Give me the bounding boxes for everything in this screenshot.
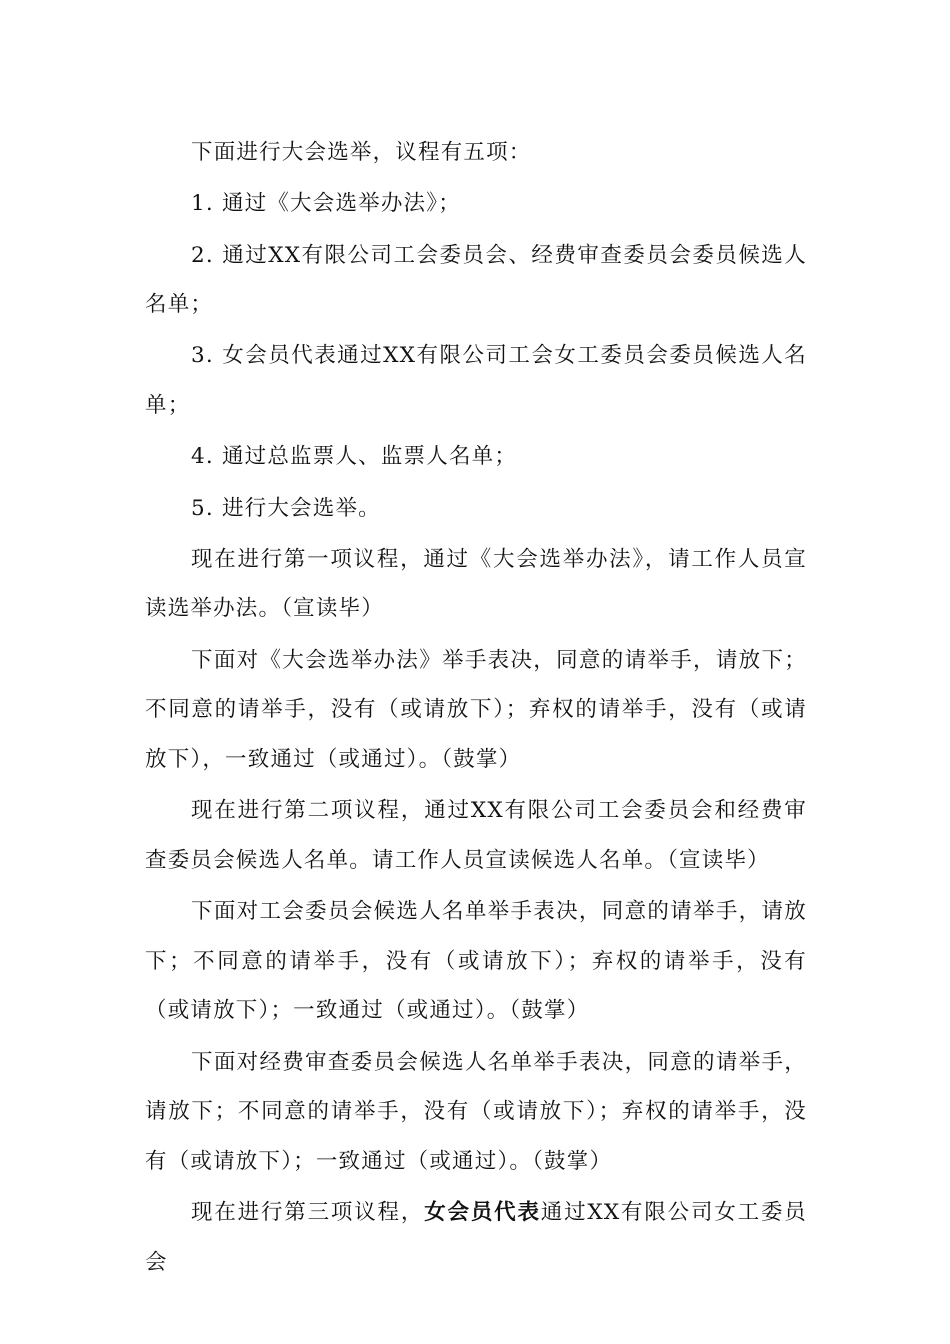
paragraph-vote-method: 下面对《大会选举办法》举手表决，同意的请举手，请放下；不同意的请举手，没有（或请放下）；弃权的请举手，没有（或请放下），一致通过（或通过）。（鼓掌） xyxy=(145,647,807,772)
paragraph-item-two: 现在进行第二项议程，通过XX有限公司工会委员会和经费审查委员会候选人名单。请工作人员宣读候选人名单。（宣读毕） xyxy=(145,798,807,873)
paragraph-item-three-prefix: 现在进行第三项议程， xyxy=(191,1200,425,1226)
paragraph-vote-audit-committee: 下面对经费审查委员会候选人名单举手表决，同意的请举手，请放下；不同意的请举手，没有（或请放下）；弃权的请举手，没有（或请放下）；一致通过（或通过）。（鼓掌） xyxy=(145,1049,807,1174)
paragraph-vote-union-committee: 下面对工会委员会候选人名单举手表决，同意的请举手，请放下；不同意的请举手，没有（或请放下）；弃权的请举手，没有（或请放下）；一致通过（或通过）。（鼓掌） xyxy=(145,899,807,1024)
paragraph-intro: 下面进行大会选举，议程有五项： xyxy=(191,140,532,165)
agenda-item-1: 1. 通过《大会选举办法》； xyxy=(191,191,461,217)
document-page xyxy=(145,128,807,1289)
paragraph-item-three-bold: 女会员代表 xyxy=(424,1200,541,1226)
paragraph-item-three-suffix: 通过XX有限公司女工委员会 xyxy=(145,1200,807,1275)
paragraph-item-three xyxy=(145,1188,807,1287)
agenda-item-2: 2. 通过XX有限公司工会委员会、经费审查委员会委员候选人名单； xyxy=(145,242,807,318)
agenda-item-5: 5. 进行大会选举。 xyxy=(191,495,381,521)
agenda-item-3: 3. 女会员代表通过XX有限公司工会女工委员会委员候选人名单； xyxy=(145,343,807,419)
agenda-item-4: 4. 通过总监票人、监票人名单； xyxy=(191,444,518,470)
paragraph-item-one: 现在进行第一项议程，通过《大会选举办法》，请工作人员宣读选举办法。（宣读毕） xyxy=(145,546,807,622)
